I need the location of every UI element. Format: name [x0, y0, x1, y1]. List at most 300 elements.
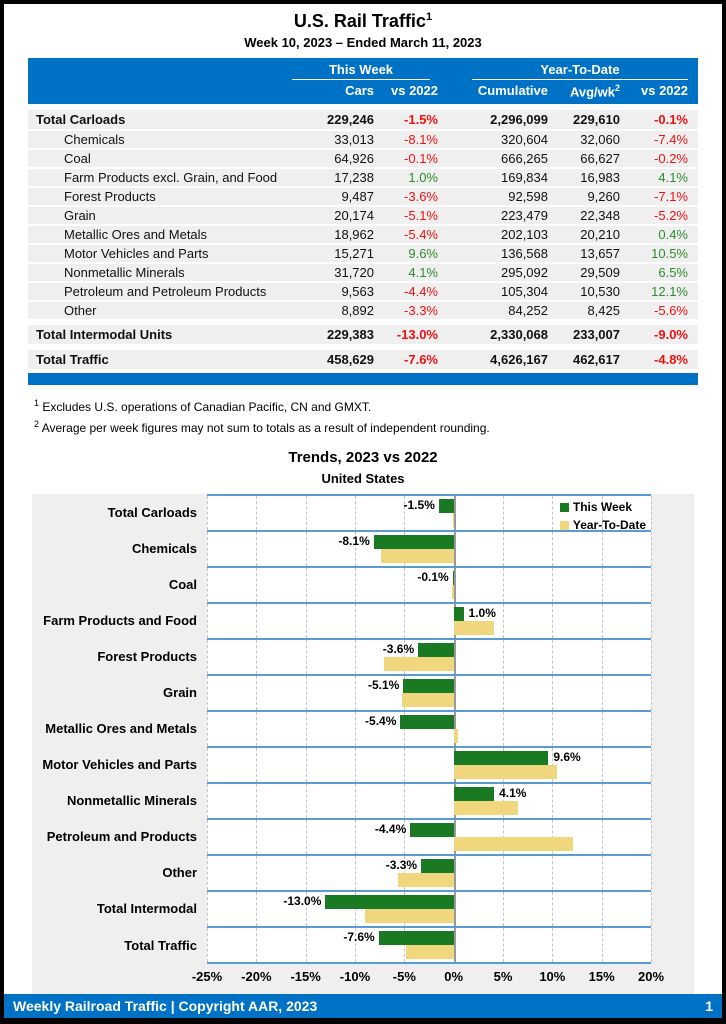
gridline	[256, 820, 257, 854]
cell-week-vs-2022: -5.1%	[404, 208, 438, 224]
bar-this-week	[439, 499, 454, 513]
gridline	[503, 532, 504, 566]
table-row	[28, 207, 698, 224]
gridline	[404, 748, 405, 782]
gridline	[602, 856, 603, 890]
bar-value-label: -1.5%	[403, 498, 435, 513]
legend-swatch	[560, 521, 569, 530]
gridline	[306, 928, 307, 962]
legend-item	[560, 518, 646, 532]
chart-row	[32, 530, 651, 566]
cell-ytd-vs-2022: -5.2%	[654, 208, 688, 224]
gridline	[503, 856, 504, 890]
bar-year-to-date	[365, 909, 454, 923]
gridline	[651, 712, 652, 746]
cell-avg-wk: 22,348	[580, 208, 620, 224]
gridline	[256, 784, 257, 818]
gridline	[552, 676, 553, 710]
table-row	[28, 131, 698, 148]
cell-cumulative: 92,598	[508, 189, 548, 205]
legend-swatch	[560, 503, 569, 512]
gridline	[552, 856, 553, 890]
table-row	[28, 325, 698, 344]
gridline	[256, 928, 257, 962]
group-header-this-week: This Week	[292, 62, 430, 80]
cell-cars: 20,174	[334, 208, 374, 224]
legend-label: This Week	[572, 500, 632, 515]
cell-cumulative: 202,103	[501, 227, 548, 243]
gridline	[503, 640, 504, 674]
axis-tick-label: -5%	[392, 969, 416, 985]
gridline	[207, 820, 208, 854]
chart-category-label: Farm Products and Food	[43, 612, 197, 628]
bar-value-label: 1.0%	[468, 606, 496, 621]
gridline	[207, 568, 208, 602]
bar-value-label: -4.4%	[374, 822, 407, 837]
row-label: Farm Products excl. Grain, and Food	[64, 170, 278, 186]
gridline	[306, 676, 307, 710]
row-label: Grain	[64, 208, 96, 224]
chart-category-label: Other	[162, 864, 197, 880]
gridline	[651, 928, 652, 962]
gridline	[306, 820, 307, 854]
gridline	[207, 784, 208, 818]
gridline	[602, 748, 603, 782]
gridline	[503, 928, 504, 962]
cell-cumulative: 666,265	[501, 151, 548, 167]
chart-band	[207, 566, 651, 602]
column-header-ytd-vs-2022: vs 2022	[641, 83, 688, 98]
gridline	[503, 604, 504, 638]
cell-avg-wk: 16,983	[580, 170, 620, 186]
bar-year-to-date	[454, 765, 558, 779]
axis-tick-label: 10%	[539, 969, 566, 985]
gridline	[651, 676, 652, 710]
chart-category-label: Coal	[168, 576, 197, 592]
gridline	[355, 748, 356, 782]
cell-week-vs-2022: -4.4%	[404, 284, 438, 300]
gridline	[404, 784, 405, 818]
cell-avg-wk: 233,007	[573, 327, 620, 343]
gridline	[552, 532, 553, 566]
cell-week-vs-2022: 9.6%	[408, 246, 438, 262]
chart-row	[32, 818, 651, 854]
bar-value-label: -0.1%	[417, 570, 449, 585]
axis-tick-label: -15%	[290, 969, 321, 985]
cell-avg-wk: 9,260	[587, 189, 620, 205]
chart-row	[32, 926, 651, 964]
gridline	[207, 892, 208, 926]
bar-value-label: -13.0%	[283, 894, 322, 909]
bar-value-label: -3.3%	[385, 858, 418, 873]
cell-cumulative: 295,092	[501, 265, 548, 281]
cell-cars: 15,271	[334, 246, 374, 262]
gridline	[256, 712, 257, 746]
gridline	[306, 712, 307, 746]
cell-cumulative: 105,304	[501, 284, 548, 300]
table-row	[28, 302, 698, 319]
gridline	[404, 568, 405, 602]
chart-category-label: Total Traffic	[124, 937, 197, 953]
gridline	[602, 676, 603, 710]
zero-axis-line	[454, 856, 456, 890]
chart-band	[207, 638, 651, 674]
page-title-text: U.S. Rail Traffic	[293, 11, 426, 31]
gridline	[306, 748, 307, 782]
cell-ytd-vs-2022: 10.5%	[651, 246, 688, 262]
cell-cars: 17,238	[334, 170, 374, 186]
bar-year-to-date	[454, 729, 458, 743]
row-label: Petroleum and Petroleum Products	[64, 284, 267, 300]
cell-cars: 33,013	[334, 132, 374, 148]
gridline	[651, 604, 652, 638]
chart-row	[32, 746, 651, 782]
chart-category-label: Nonmetallic Minerals	[66, 792, 197, 808]
gridline	[651, 856, 652, 890]
chart-category-label: Petroleum and Products	[46, 828, 197, 844]
cell-cars: 9,487	[341, 189, 374, 205]
gridline	[306, 604, 307, 638]
gridline	[552, 928, 553, 962]
table-body	[28, 110, 698, 369]
page-title-footnote-marker: 1	[425, 11, 433, 23]
chart-row	[32, 566, 651, 602]
row-label: Total Traffic	[36, 352, 109, 368]
bar-this-week	[379, 931, 454, 945]
chart-band	[207, 710, 651, 746]
gridline	[306, 532, 307, 566]
gridline	[651, 748, 652, 782]
gridline	[306, 640, 307, 674]
row-label: Forest Products	[64, 189, 156, 205]
gridline	[552, 568, 553, 602]
bar-this-week	[403, 679, 453, 693]
cell-ytd-vs-2022: -0.1%	[654, 112, 688, 128]
gridline	[355, 712, 356, 746]
gridline	[256, 568, 257, 602]
bar-year-to-date	[381, 549, 454, 563]
chart-row	[32, 890, 651, 926]
chart-row	[32, 854, 651, 890]
gridline	[552, 892, 553, 926]
gridline	[552, 496, 553, 530]
gridline	[355, 676, 356, 710]
cell-week-vs-2022: -0.1%	[404, 151, 438, 167]
gridline	[503, 496, 504, 530]
gridline	[256, 856, 257, 890]
cell-ytd-vs-2022: -7.1%	[654, 189, 688, 205]
chart-category-label: Chemicals	[131, 540, 197, 556]
zero-axis-line	[454, 568, 456, 602]
bar-value-label: -8.1%	[338, 534, 370, 549]
chart-category-label: Total Intermodal	[96, 900, 197, 916]
gridline	[552, 784, 553, 818]
chart-title: Trends, 2023 vs 2022	[288, 449, 438, 467]
gridline	[552, 604, 553, 638]
gridline	[602, 820, 603, 854]
gridline	[207, 604, 208, 638]
gridline	[355, 856, 356, 890]
gridline	[306, 856, 307, 890]
chart-axis	[191, 964, 665, 988]
gridline	[207, 856, 208, 890]
chart-rows	[32, 494, 651, 964]
gridline	[602, 712, 603, 746]
chart-band	[207, 746, 651, 782]
cell-avg-wk: 29,509	[580, 265, 620, 281]
bar-value-label: -5.4%	[365, 714, 397, 729]
cell-week-vs-2022: -13.0%	[396, 327, 438, 343]
gridline	[355, 604, 356, 638]
table-row	[28, 188, 698, 205]
row-label: Total Carloads	[36, 112, 126, 128]
gridline	[256, 532, 257, 566]
cell-cumulative: 223,479	[501, 208, 548, 224]
column-header-avg-wk: Avg/$wk^2$	[569, 83, 620, 100]
bar-this-week	[325, 895, 453, 909]
cell-week-vs-2022: -8.1%	[404, 132, 438, 148]
bar-this-week	[421, 859, 454, 873]
gridline	[651, 640, 652, 674]
row-label: Metallic Ores and Metals	[64, 227, 208, 243]
chart-band	[207, 818, 651, 854]
chart-legend	[560, 500, 646, 536]
gridline	[256, 676, 257, 710]
cell-week-vs-2022: -1.5%	[404, 112, 438, 128]
cell-week-vs-2022: -3.6%	[404, 189, 438, 205]
cell-cars: 9,563	[341, 284, 374, 300]
cell-week-vs-2022: -5.4%	[404, 227, 438, 243]
gridline	[256, 496, 257, 530]
axis-tick-label: 15%	[588, 969, 615, 985]
cell-cars: 229,246	[327, 112, 374, 128]
bar-year-to-date	[406, 945, 453, 959]
axis-tick-label: 0%	[444, 969, 464, 985]
cell-ytd-vs-2022: -9.0%	[654, 327, 688, 343]
gridline	[207, 640, 208, 674]
bar-value-label: 9.6%	[553, 750, 581, 765]
cell-avg-wk: 13,657	[580, 246, 620, 262]
gridline	[256, 892, 257, 926]
bar-year-to-date	[402, 693, 453, 707]
gridline	[404, 604, 405, 638]
gridline	[207, 712, 208, 746]
gridline	[602, 928, 603, 962]
gridline	[256, 604, 257, 638]
gridline	[256, 748, 257, 782]
cell-week-vs-2022: -3.3%	[404, 303, 438, 319]
gridline	[651, 820, 652, 854]
table-row	[28, 110, 698, 129]
chart-row	[32, 494, 651, 533]
cell-cars: 64,926	[334, 151, 374, 167]
chart-band	[207, 854, 651, 890]
footer-text: Weekly Railroad Traffic | Copyright AAR, 2023	[13, 998, 318, 1014]
cell-cars: 8,892	[341, 303, 374, 319]
chart-row	[32, 638, 651, 674]
row-label: Motor Vehicles and Parts	[64, 246, 209, 262]
column-header-wk-vs-2022: vs 2022	[391, 83, 438, 98]
gridline	[503, 892, 504, 926]
gridline	[503, 712, 504, 746]
chart-category-label: Metallic Ores and Metals	[45, 720, 197, 736]
gridline	[503, 676, 504, 710]
chart-category-label: Motor Vehicles and Parts	[42, 756, 197, 772]
chart-row	[32, 674, 651, 710]
gridline	[602, 532, 603, 566]
gridline	[552, 640, 553, 674]
gridline	[651, 568, 652, 602]
zero-axis-line	[454, 928, 456, 962]
table-row	[28, 350, 698, 369]
chart-band	[207, 782, 651, 818]
chart-subtitle: United States	[321, 471, 405, 487]
cell-avg-wk: 66,627	[580, 151, 620, 167]
gridline	[207, 928, 208, 962]
bar-this-week	[454, 787, 494, 801]
bar-year-to-date	[384, 657, 454, 671]
zero-axis-line	[454, 640, 456, 674]
trends-bar-chart	[32, 494, 694, 994]
avg-wk-footnote-marker: 2	[614, 83, 620, 93]
cell-ytd-vs-2022: -0.2%	[654, 151, 688, 167]
gridline	[355, 784, 356, 818]
bar-this-week	[410, 823, 453, 837]
group-header-year-to-date: Year-To-Date	[472, 62, 688, 80]
table-row	[28, 283, 698, 300]
bar-this-week	[454, 751, 549, 765]
cell-week-vs-2022: 1.0%	[408, 170, 438, 186]
bar-value-label: 4.1%	[499, 786, 527, 801]
axis-tick-label: -10%	[339, 969, 371, 985]
gridline	[602, 568, 603, 602]
table-bottom-bar	[28, 373, 698, 385]
table-row	[28, 226, 698, 243]
bar-year-to-date	[452, 585, 454, 599]
cell-ytd-vs-2022: 12.1%	[651, 284, 688, 300]
table-header	[28, 58, 698, 104]
cell-avg-wk: 462,617	[573, 352, 620, 368]
bar-this-week	[454, 607, 464, 621]
axis-tick-label: 20%	[637, 969, 665, 985]
chart-row	[32, 782, 651, 818]
row-label: Total Intermodal Units	[36, 327, 173, 343]
cell-cumulative: 320,604	[501, 132, 548, 148]
chart-row	[32, 602, 651, 638]
page-title	[4, 11, 722, 32]
chart-category-label: Total Carloads	[107, 504, 197, 520]
chart-band	[207, 890, 651, 926]
cell-cars: 458,629	[327, 352, 374, 368]
gridline	[651, 784, 652, 818]
gridline	[355, 568, 356, 602]
cell-avg-wk: 8,425	[587, 303, 620, 319]
cell-cars: 229,383	[327, 327, 374, 343]
bar-this-week	[374, 535, 454, 549]
gridline	[355, 640, 356, 674]
bar-value-label: -7.6%	[343, 930, 375, 945]
gridline	[306, 568, 307, 602]
axis-tick-label: 5%	[493, 969, 513, 985]
gridline	[207, 676, 208, 710]
row-label: Nonmetallic Minerals	[64, 265, 185, 281]
footer-bar	[4, 994, 722, 1018]
gridline	[256, 640, 257, 674]
cell-avg-wk: 32,060	[580, 132, 620, 148]
cell-avg-wk: 10,530	[580, 284, 620, 300]
gridline	[503, 568, 504, 602]
cell-ytd-vs-2022: -7.4%	[654, 132, 688, 148]
gridline	[651, 496, 652, 530]
cell-week-vs-2022: -7.6%	[404, 352, 438, 368]
gridline	[602, 784, 603, 818]
chart-band	[207, 926, 651, 964]
table-row	[28, 169, 698, 186]
bar-this-week	[453, 571, 454, 585]
footnote-2: $^2$ Average per week figures may not sum to totals as a result of independent rounding.	[34, 419, 490, 436]
bar-value-label: -5.1%	[368, 678, 400, 693]
gridline	[602, 892, 603, 926]
table-row	[28, 245, 698, 262]
column-header-cumulative: Cumulative	[477, 83, 548, 98]
bar-year-to-date	[453, 513, 454, 527]
gridline	[602, 640, 603, 674]
legend-label: Year-To-Date	[572, 518, 646, 533]
cell-cumulative: 169,834	[501, 170, 548, 186]
gridline	[651, 892, 652, 926]
legend-item	[560, 500, 646, 514]
cell-ytd-vs-2022: 4.1%	[658, 170, 688, 186]
gridline	[306, 496, 307, 530]
bar-year-to-date	[454, 621, 494, 635]
rail-traffic-table	[28, 58, 698, 369]
gridline	[552, 712, 553, 746]
gridline	[207, 532, 208, 566]
zero-axis-line	[454, 496, 456, 530]
gridline	[355, 496, 356, 530]
axis-tick-label: -20%	[241, 969, 272, 985]
row-label: Chemicals	[64, 132, 125, 148]
zero-axis-line	[454, 676, 456, 710]
chart-row	[32, 710, 651, 746]
page-subtitle: Week 10, 2023 – Ended March 11, 2023	[244, 35, 482, 50]
cell-week-vs-2022: 4.1%	[408, 265, 438, 281]
chart-band	[207, 674, 651, 710]
column-header-cars: Cars	[345, 83, 374, 98]
bar-value-label: -3.6%	[382, 642, 415, 657]
cell-avg-wk: 20,210	[580, 227, 620, 243]
chart-category-label: Forest Products	[97, 648, 197, 664]
gridline	[306, 784, 307, 818]
cell-avg-wk: 229,610	[573, 112, 620, 128]
cell-cumulative: 2,296,099	[490, 112, 548, 128]
cell-cars: 18,962	[334, 227, 374, 243]
axis-tick-label: -25%	[191, 969, 223, 985]
chart-category-label: Grain	[163, 684, 197, 700]
cell-ytd-vs-2022: -5.6%	[654, 303, 688, 319]
gridline	[207, 496, 208, 530]
cell-ytd-vs-2022: 0.4%	[658, 227, 688, 243]
cell-cumulative: 136,568	[501, 246, 548, 262]
gridline	[355, 820, 356, 854]
gridline	[602, 604, 603, 638]
bar-this-week	[418, 643, 454, 657]
chart-band	[207, 602, 651, 638]
bar-year-to-date	[398, 873, 453, 887]
cell-cumulative: 84,252	[508, 303, 548, 319]
cell-cumulative: 2,330,068	[490, 327, 548, 343]
footnotes	[34, 395, 692, 437]
